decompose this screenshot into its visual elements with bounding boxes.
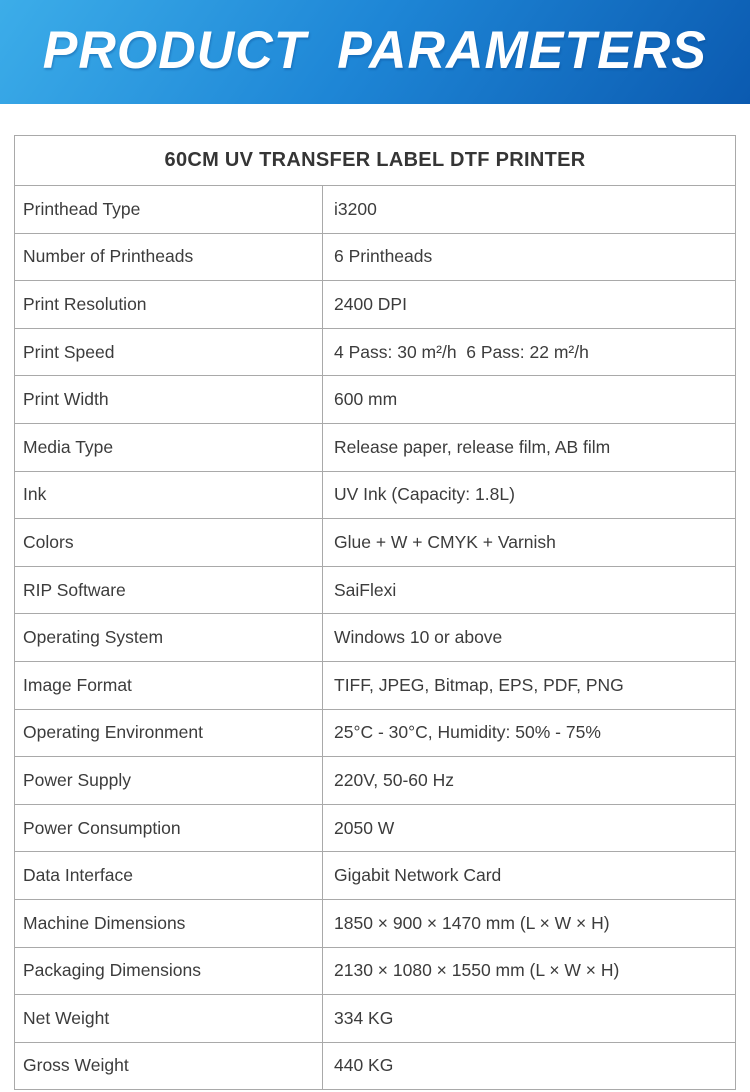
table-row xyxy=(15,186,736,234)
param-value: TIFF, JPEG, Bitmap, EPS, PDF, PNG xyxy=(323,661,736,709)
param-value: 600 mm xyxy=(323,376,736,424)
table-row xyxy=(15,566,736,614)
param-value: 2400 DPI xyxy=(323,281,736,329)
table-row xyxy=(15,852,736,900)
table-row xyxy=(15,233,736,281)
table-row xyxy=(15,804,736,852)
param-label: Packaging Dimensions xyxy=(15,947,323,995)
table-row xyxy=(15,661,736,709)
param-value: Windows 10 or above xyxy=(323,614,736,662)
param-label: Image Format xyxy=(15,661,323,709)
param-label: Power Consumption xyxy=(15,804,323,852)
banner-title: PRODUCT PARAMETERS xyxy=(42,20,708,80)
param-label: RIP Software xyxy=(15,566,323,614)
table-row xyxy=(15,757,736,805)
param-value: Gigabit Network Card xyxy=(323,852,736,900)
param-label: Ink xyxy=(15,471,323,519)
param-value: i3200 xyxy=(323,186,736,234)
param-label: Media Type xyxy=(15,423,323,471)
param-label: Machine Dimensions xyxy=(15,899,323,947)
table-row xyxy=(15,471,736,519)
param-label: Print Speed xyxy=(15,328,323,376)
param-value: 6 Printheads xyxy=(323,233,736,281)
table-row xyxy=(15,376,736,424)
table-row xyxy=(15,899,736,947)
param-value: 220V, 50-60 Hz xyxy=(323,757,736,805)
param-value: 2050 W xyxy=(323,804,736,852)
table-title-row xyxy=(15,136,736,186)
param-value: 1850 × 900 × 1470 mm (L × W × H) xyxy=(323,899,736,947)
table-row xyxy=(15,995,736,1043)
param-value: Glue + W + CMYK + Varnish xyxy=(323,519,736,567)
spec-table xyxy=(14,135,736,1090)
table-row xyxy=(15,519,736,567)
param-value: 440 KG xyxy=(323,1042,736,1090)
param-value: 25°C - 30°C, Humidity: 50% - 75% xyxy=(323,709,736,757)
param-value: Release paper, release film, AB film xyxy=(323,423,736,471)
param-label: Colors xyxy=(15,519,323,567)
param-value: SaiFlexi xyxy=(323,566,736,614)
table-row xyxy=(15,423,736,471)
param-label: Gross Weight xyxy=(15,1042,323,1090)
param-label: Operating Environment xyxy=(15,709,323,757)
param-label: Print Width xyxy=(15,376,323,424)
param-label: Print Resolution xyxy=(15,281,323,329)
table-row xyxy=(15,281,736,329)
param-label: Net Weight xyxy=(15,995,323,1043)
table-row xyxy=(15,1042,736,1090)
param-label: Printhead Type xyxy=(15,186,323,234)
product-parameters-banner xyxy=(0,0,750,104)
table-title: 60CM UV TRANSFER LABEL DTF PRINTER xyxy=(15,136,736,186)
param-label: Number of Printheads xyxy=(15,233,323,281)
table-row xyxy=(15,614,736,662)
table-row xyxy=(15,947,736,995)
param-value: UV Ink (Capacity: 1.8L) xyxy=(323,471,736,519)
param-label: Power Supply xyxy=(15,757,323,805)
param-value: 334 KG xyxy=(323,995,736,1043)
param-label: Operating System xyxy=(15,614,323,662)
param-value: 4 Pass: 30 m²/h 6 Pass: 22 m²/h xyxy=(323,328,736,376)
table-row xyxy=(15,328,736,376)
param-label: Data Interface xyxy=(15,852,323,900)
param-value: 2130 × 1080 × 1550 mm (L × W × H) xyxy=(323,947,736,995)
table-row xyxy=(15,709,736,757)
